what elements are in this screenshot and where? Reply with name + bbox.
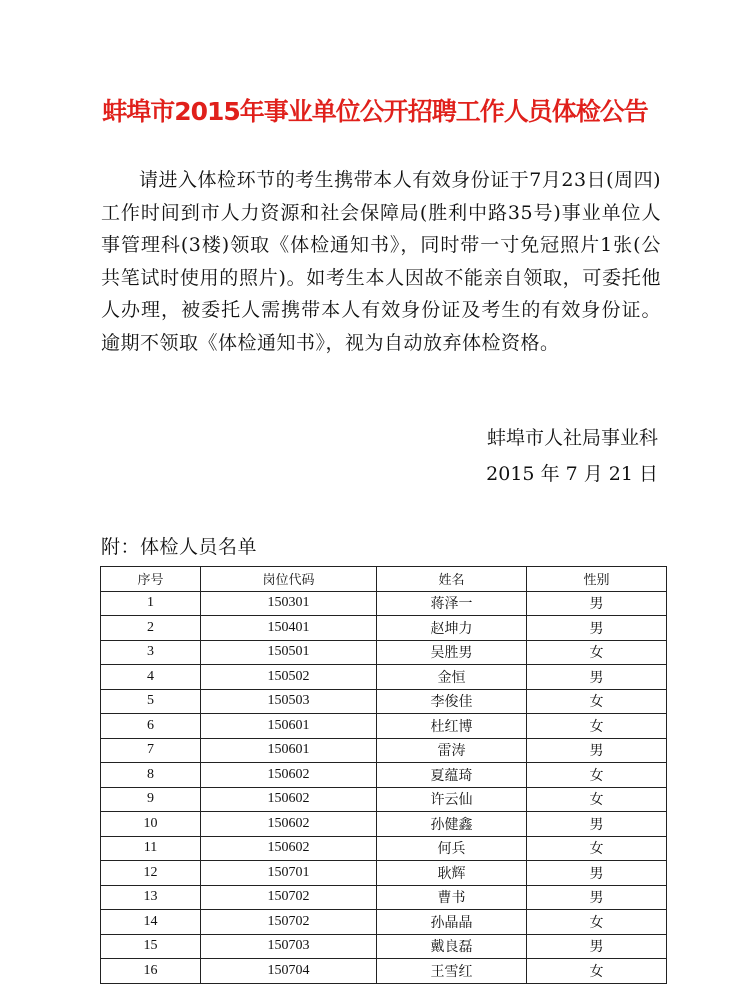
cell-name: 耿辉 — [377, 861, 527, 886]
cell-name: 孙健鑫 — [377, 812, 527, 837]
cell-name: 吴胜男 — [377, 640, 527, 665]
table-row — [101, 763, 667, 788]
notice-body: 请进入体检环节的考生携带本人有效身份证于7月23日(周四)工作时间到市人力资源和社会保障局(胜利中路35号)事业单位人事管理科(3楼)领取《体检通知书》，同时带一寸免冠照片1张(公共笔试时使用的照片)。如考生本人因故不能亲自领取，可委托他人办理，被委托人需携带本人有效身份证及考生的有效身份证。逾期不领取《体检通知书》，视为自动放弃体检资格。 — [101, 169, 661, 354]
table-row — [101, 714, 667, 739]
cell-gender: 女 — [527, 836, 667, 861]
cell-post-code: 150704 — [201, 959, 377, 984]
cell-post-code: 150401 — [201, 616, 377, 641]
cell-post-code: 150503 — [201, 689, 377, 714]
table-row — [101, 616, 667, 641]
cell-index: 16 — [101, 959, 201, 984]
cell-post-code: 150601 — [201, 738, 377, 763]
cell-gender: 男 — [527, 591, 667, 616]
table-row — [101, 934, 667, 959]
cell-name: 雷涛 — [377, 738, 527, 763]
cell-index: 14 — [101, 910, 201, 935]
cell-gender: 男 — [527, 934, 667, 959]
cell-name: 蒋泽一 — [377, 591, 527, 616]
issue-date: 2015 年 7 月 21 日 — [486, 463, 658, 485]
notice-title: 蚌埠市2015年事业单位公开招聘工作人员体检公告 — [102, 97, 648, 126]
cell-index: 15 — [101, 934, 201, 959]
table-row — [101, 738, 667, 763]
header-name: 姓名 — [377, 567, 527, 592]
cell-gender: 男 — [527, 616, 667, 641]
cell-gender: 男 — [527, 665, 667, 690]
cell-name: 金恒 — [377, 665, 527, 690]
cell-index: 11 — [101, 836, 201, 861]
cell-index: 3 — [101, 640, 201, 665]
cell-gender: 女 — [527, 640, 667, 665]
table-row — [101, 591, 667, 616]
table-row — [101, 959, 667, 984]
cell-index: 6 — [101, 714, 201, 739]
cell-post-code: 150701 — [201, 861, 377, 886]
cell-post-code: 150301 — [201, 591, 377, 616]
cell-post-code: 150602 — [201, 836, 377, 861]
cell-name: 孙晶晶 — [377, 910, 527, 935]
cell-name: 许云仙 — [377, 787, 527, 812]
header-gender: 性别 — [527, 567, 667, 592]
cell-name: 何兵 — [377, 836, 527, 861]
cell-post-code: 150502 — [201, 665, 377, 690]
cell-post-code: 150702 — [201, 885, 377, 910]
table-row — [101, 861, 667, 886]
cell-name: 曹书 — [377, 885, 527, 910]
cell-post-code: 150601 — [201, 714, 377, 739]
cell-gender: 男 — [527, 738, 667, 763]
cell-index: 2 — [101, 616, 201, 641]
cell-index: 9 — [101, 787, 201, 812]
cell-gender: 男 — [527, 812, 667, 837]
header-index: 序号 — [101, 567, 201, 592]
table-body — [101, 591, 667, 983]
cell-gender: 男 — [527, 885, 667, 910]
cell-index: 12 — [101, 861, 201, 886]
cell-gender: 女 — [527, 910, 667, 935]
issuer-signature: 蚌埠市人社局事业科 — [486, 427, 658, 449]
table-row — [101, 812, 667, 837]
cell-index: 5 — [101, 689, 201, 714]
cell-gender: 女 — [527, 787, 667, 812]
cell-gender: 女 — [527, 714, 667, 739]
cell-post-code: 150702 — [201, 910, 377, 935]
cell-index: 10 — [101, 812, 201, 837]
cell-name: 李俊佳 — [377, 689, 527, 714]
cell-index: 8 — [101, 763, 201, 788]
table-row — [101, 910, 667, 935]
cell-name: 戴良磊 — [377, 934, 527, 959]
cell-index: 7 — [101, 738, 201, 763]
candidate-table — [100, 566, 667, 984]
table-row — [101, 885, 667, 910]
cell-post-code: 150602 — [201, 763, 377, 788]
cell-gender: 女 — [527, 763, 667, 788]
cell-post-code: 150501 — [201, 640, 377, 665]
cell-index: 1 — [101, 591, 201, 616]
table-row — [101, 836, 667, 861]
table-row — [101, 665, 667, 690]
cell-name: 夏蕴琦 — [377, 763, 527, 788]
cell-name: 杜红博 — [377, 714, 527, 739]
cell-post-code: 150602 — [201, 812, 377, 837]
cell-name: 赵坤力 — [377, 616, 527, 641]
table-row — [101, 640, 667, 665]
table-header-row — [101, 567, 667, 592]
cell-post-code: 150602 — [201, 787, 377, 812]
attachment-label: 附：体检人员名单 — [101, 536, 258, 558]
table-row — [101, 787, 667, 812]
cell-index: 4 — [101, 665, 201, 690]
cell-gender: 女 — [527, 689, 667, 714]
header-post-code: 岗位代码 — [201, 567, 377, 592]
cell-post-code: 150703 — [201, 934, 377, 959]
cell-index: 13 — [101, 885, 201, 910]
cell-gender: 女 — [527, 959, 667, 984]
table-row — [101, 689, 667, 714]
cell-name: 王雪红 — [377, 959, 527, 984]
cell-gender: 男 — [527, 861, 667, 886]
